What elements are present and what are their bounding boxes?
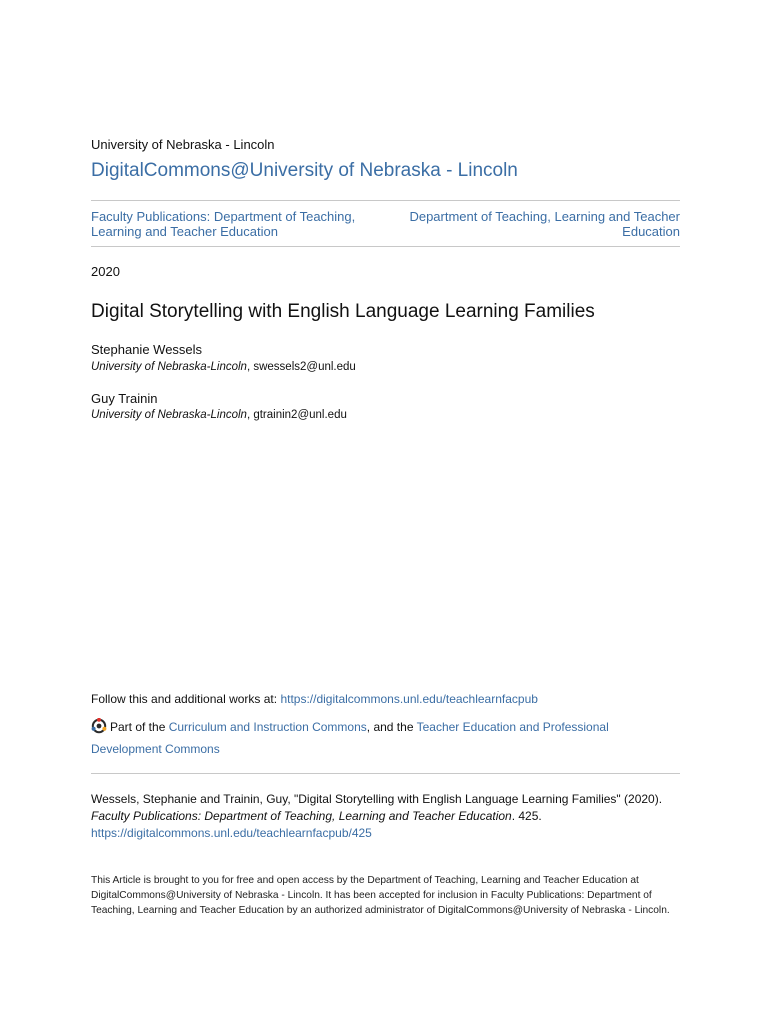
author-affiliation: University of Nebraska-Lincoln, swessels2@unl.edu [91,361,356,373]
citation-text: Wessels, Stephanie and Trainin, Guy, "Digital Storytelling with English Language Learning Families" (2020). [91,792,663,806]
follow-url-link[interactable]: https://digitalcommons.unl.edu/teachlearnfacpub [280,692,538,706]
affiliation-institution: University of Nebraska-Lincoln [91,361,247,373]
article-title: Digital Storytelling with English Language Learning Families [91,301,595,322]
repository-title-link[interactable]: DigitalCommons@University of Nebraska - Lincoln [91,160,518,181]
affiliation-institution: University of Nebraska-Lincoln [91,409,247,421]
publication-year: 2020 [91,264,120,279]
department-link[interactable]: Department of Teaching, Learning and Teacher Education [409,209,680,239]
divider [91,773,680,774]
teacher-education-commons-link[interactable]: Teacher Education and Professional Development Commons [91,720,609,756]
recommended-citation [91,791,680,842]
author-name: Guy Trainin [91,391,158,406]
citation-number: . 425. [511,809,542,823]
citation-url-link[interactable]: https://digitalcommons.unl.edu/teachlearnfacpub/425 [91,826,372,840]
citation-series: Faculty Publications: Department of Teaching, Learning and Teacher Education [91,809,512,823]
curriculum-commons-link[interactable]: Curriculum and Instruction Commons [168,720,367,734]
follow-line [91,692,538,706]
series-link[interactable]: Faculty Publications: Department of Teaching, Learning and Teacher Education [91,209,356,239]
part-of-middle: , and the [366,720,417,734]
access-notice: This Article is brought to you for free and open access by the Department of Teaching, Learning and Teacher Education at DigitalCommons@University of Nebraska - Lincoln. It has been accepted for inclusion in Faculty Publications: Department of Teaching, Learning and Teacher Education by an authorized administrator of DigitalCommons@University of Nebraska - Lincoln. [91,875,670,916]
part-of-prefix: Part of the [110,720,169,734]
author-email[interactable]: swessels2@unl.edu [253,361,356,373]
author-name: Stephanie Wessels [91,342,203,357]
institution-name: University of Nebraska - Lincoln [91,137,275,152]
author-email[interactable]: gtrainin2@unl.edu [253,409,347,421]
author-affiliation: University of Nebraska-Lincoln, gtrainin2@unl.edu [91,409,347,421]
part-of-line [91,716,680,760]
network-icon [91,718,107,734]
divider [91,200,680,201]
follow-prefix: Follow this and additional works at: [91,692,281,706]
divider [91,246,680,247]
